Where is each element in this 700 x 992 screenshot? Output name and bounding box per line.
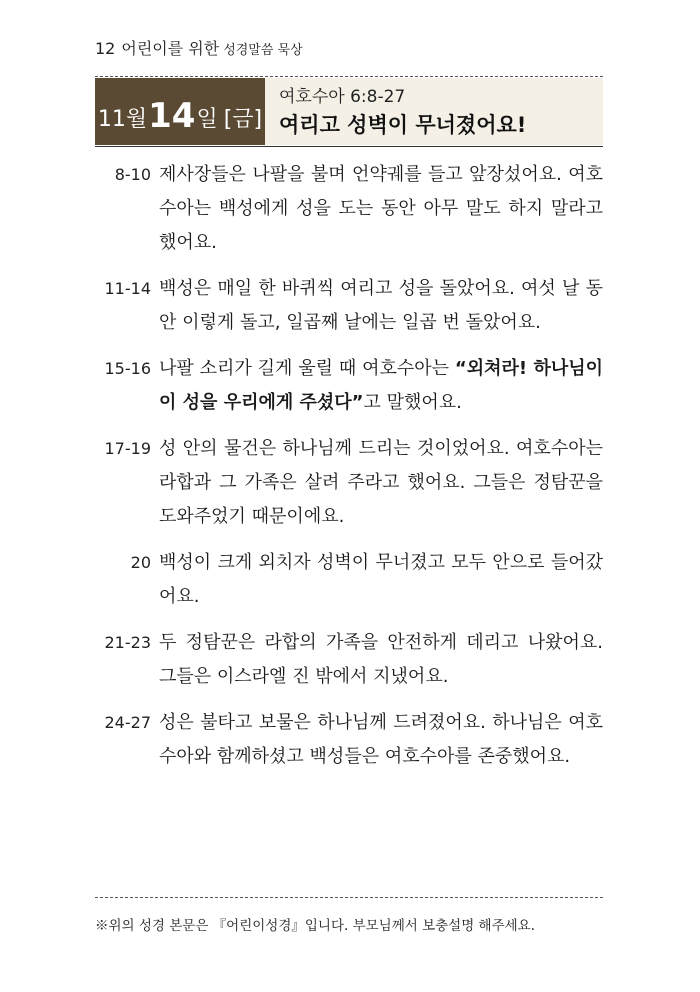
book-subtitle: 성경말씀 묵상 (223, 43, 303, 58)
verse-range: 20 (130, 553, 151, 572)
verse-item (95, 158, 603, 260)
running-head (95, 36, 303, 59)
passage-reference: 여호수아 6:8-27 (279, 87, 406, 107)
verse-item (95, 706, 603, 774)
verse-text: 성 안의 물건은 하나님께 드리는 것이었어요. 여호수아는 라합과 그 가족은 살려 주라고 했어요. 그들은 정탐꾼을 도와주었기 때문이에요. (159, 438, 603, 527)
verse-item (95, 432, 603, 534)
verse-text-part: 고 말했어요. (363, 392, 462, 413)
passage-header (265, 78, 603, 145)
verse-text: 백성이 크게 외치자 성벽이 무너졌고 모두 안으로 들어갔어요. (159, 552, 603, 607)
date-day: 14 (148, 96, 196, 136)
verse-list (95, 158, 603, 786)
verse-item (95, 352, 603, 420)
verse-range: 17-19 (104, 439, 151, 458)
header-divider (95, 146, 603, 147)
verse-range: 11-14 (104, 279, 151, 298)
verse-text: 두 정탐꾼은 라합의 가족을 안전하게 데리고 나왔어요. 그들은 이스라엘 진 밖에서 지냈어요. (159, 632, 603, 687)
date-box (95, 78, 265, 145)
verse-range: 24-27 (104, 713, 151, 732)
verse-quote: “외쳐라! 하나님이 이 성을 우리에게 주셨다” (159, 358, 603, 413)
date-day-suffix: 일 (196, 107, 218, 132)
verse-text: 제사장들은 나팔을 불며 언약궤를 들고 앞장섰어요. 여호수아는 백성에게 성을 도는 동안 아무 말도 하지 말라고 했어요. (159, 164, 603, 253)
passage-title: 여리고 성벽이 무너졌어요! (279, 113, 527, 137)
date-weekday: [금] (223, 107, 263, 132)
page-number: 12 (95, 39, 116, 58)
footer-divider (95, 897, 603, 898)
verse-range: 21-23 (104, 633, 151, 652)
verse-text (159, 352, 603, 420)
verse-text: 성은 불타고 보물은 하나님께 드려졌어요. 하나님은 여호수아와 함께하셨고 백성들은 여호수아를 존중했어요. (159, 712, 603, 767)
verse-range: 15-16 (104, 359, 151, 378)
verse-range: 8-10 (114, 165, 151, 184)
verse-item (95, 272, 603, 340)
top-divider (95, 76, 603, 77)
verse-text: 백성은 매일 한 바퀴씩 여리고 성을 돌았어요. 여섯 날 동안 이렇게 돌고, 일곱째 날에는 일곱 번 돌았어요. (159, 278, 603, 333)
verse-text-part: 나팔 소리가 길게 울릴 때 여호수아는 (159, 358, 455, 379)
verse-item (95, 546, 603, 614)
date-month: 11월 (97, 107, 148, 132)
footnote: ※위의 성경 본문은 『어린이성경』입니다. 부모님께서 보충설명 해주세요. (95, 918, 535, 934)
verse-item (95, 626, 603, 694)
book-title: 어린이를 위한 (121, 39, 220, 58)
